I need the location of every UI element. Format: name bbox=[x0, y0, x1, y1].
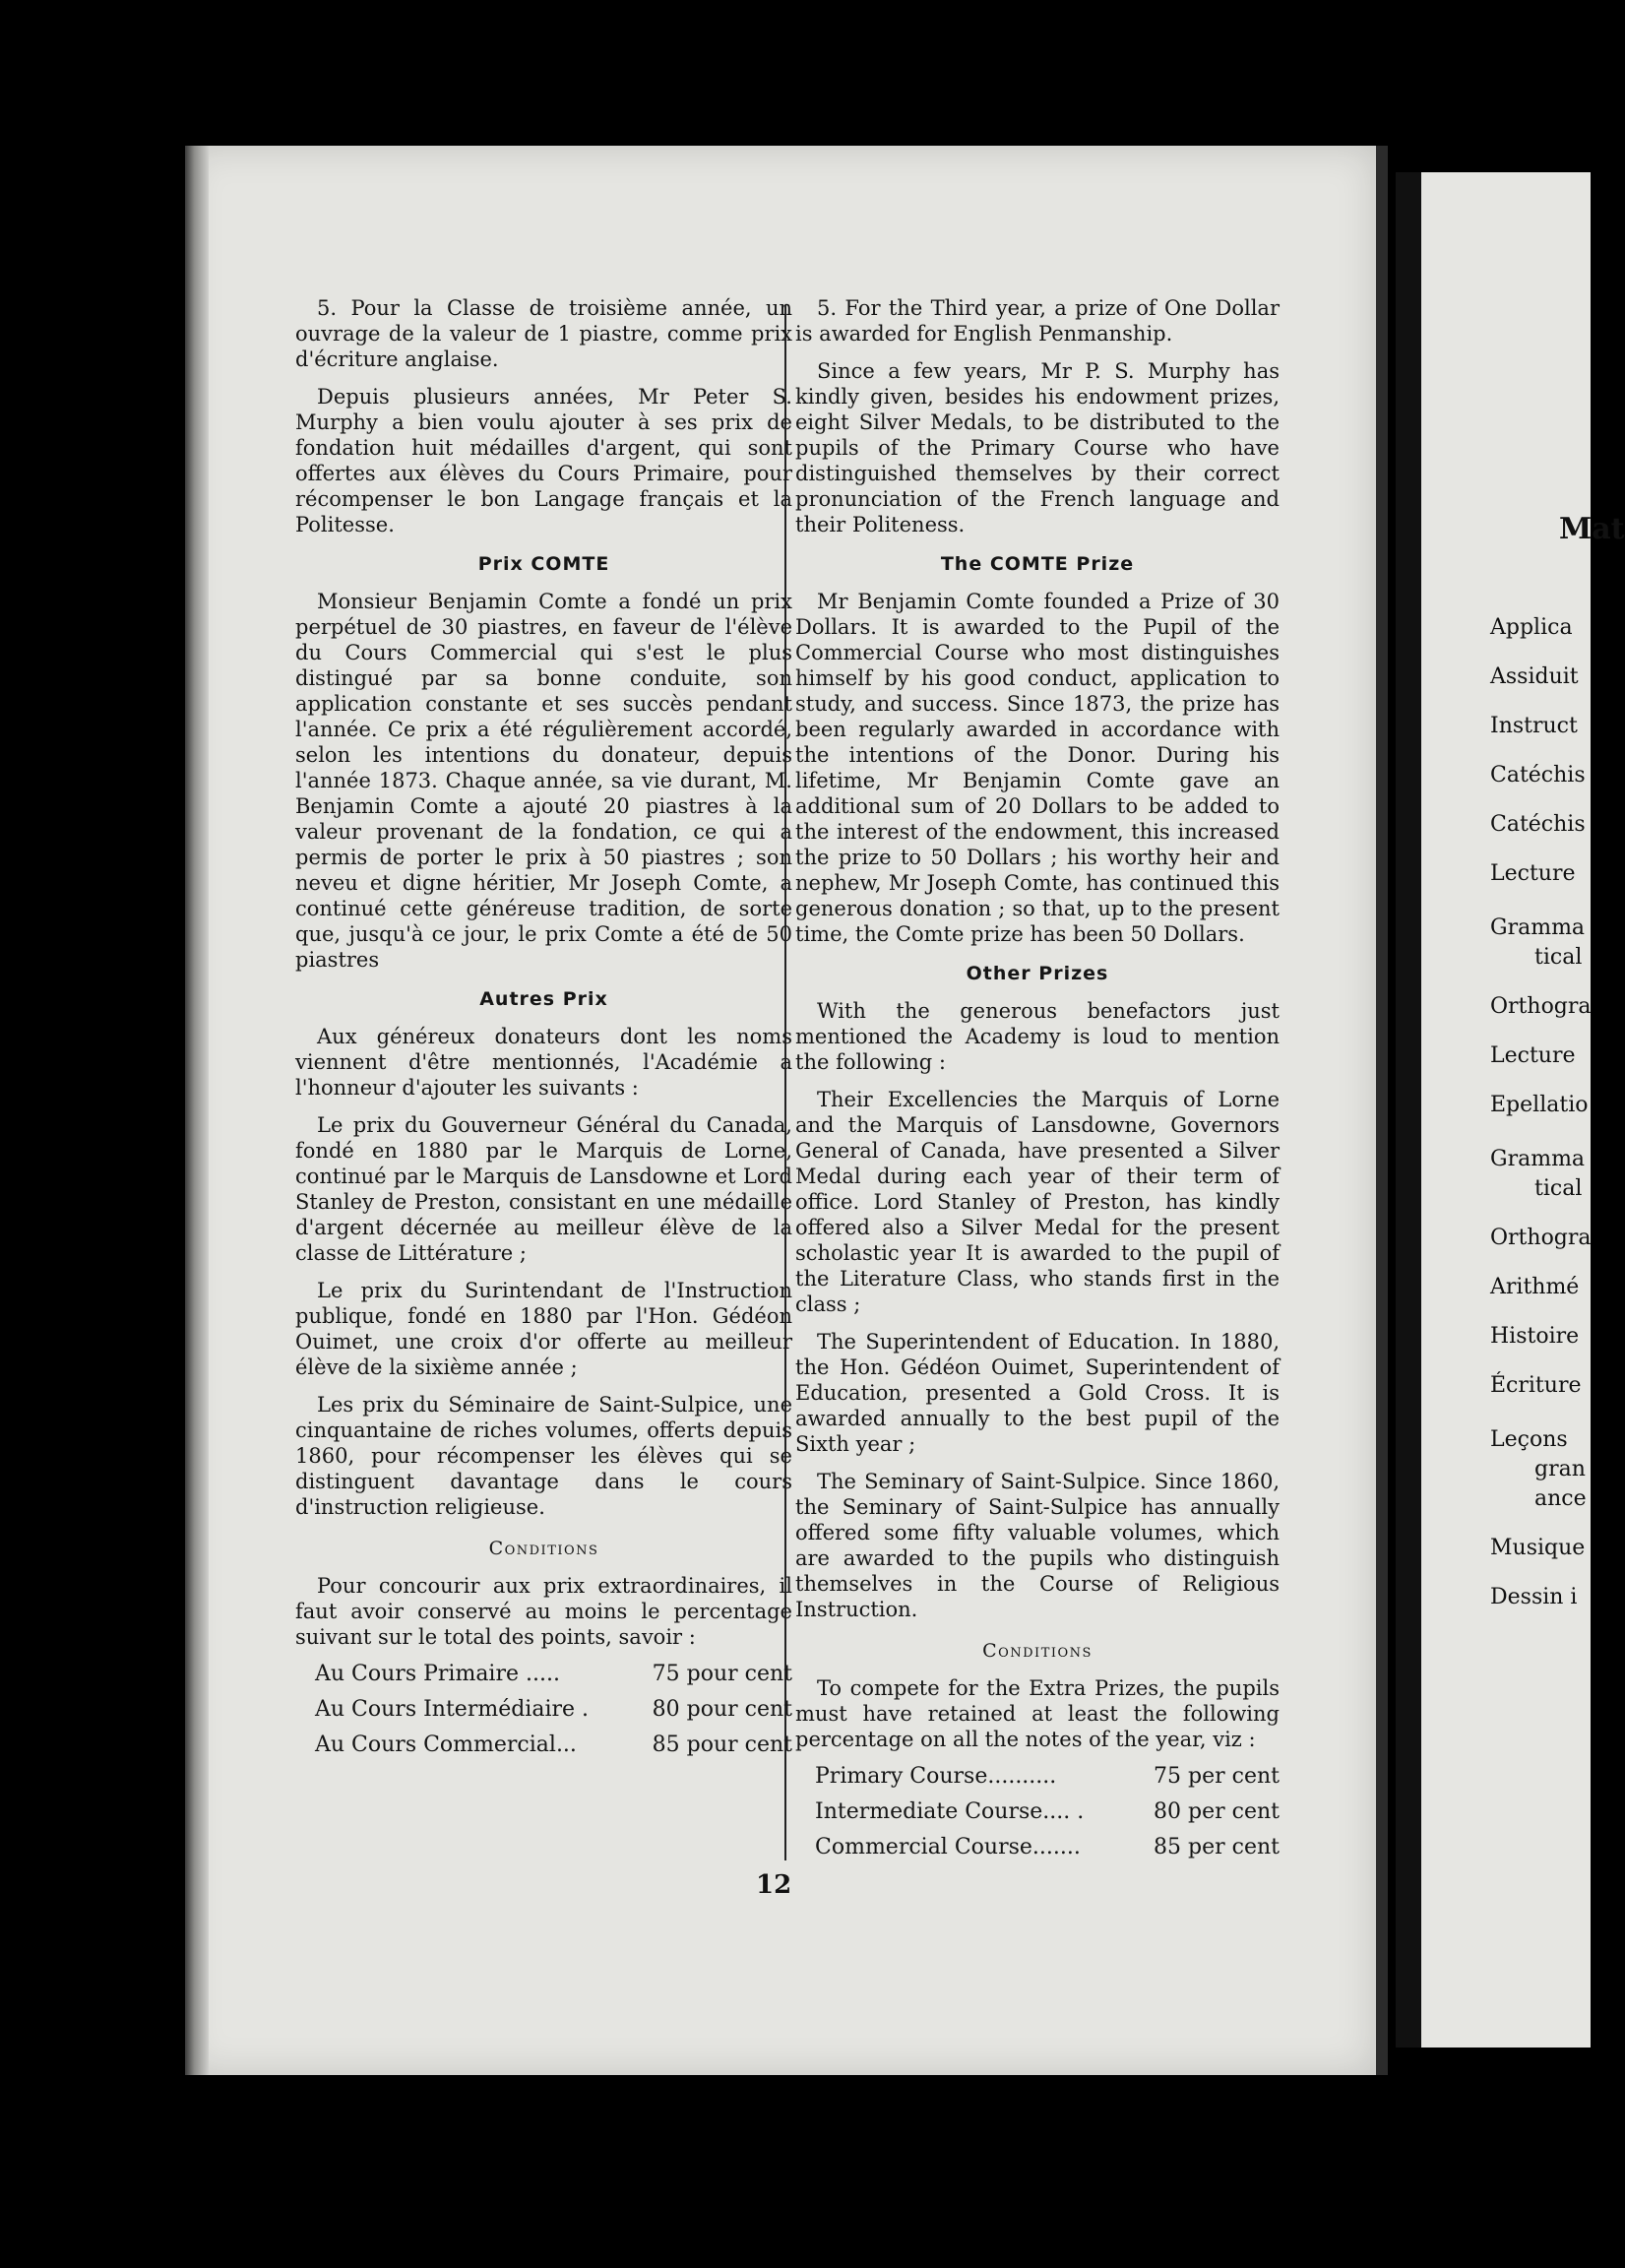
paragraph: The Superintendent of Education. In 1880, the Hon. Gédéon Ouimet, Superintendent of Education, presented a Gold Cross. It is awarded annually to the best pupil of the Sixth year ; bbox=[795, 1330, 1280, 1456]
right-page-item: Lecture bbox=[1490, 861, 1576, 886]
right-page-item: Gramma bbox=[1490, 1147, 1586, 1171]
percentage-row bbox=[815, 1764, 1280, 1790]
english-column bbox=[795, 295, 1280, 1870]
paragraph: Les prix du Séminaire de Saint-Sulpice, une cinquantaine de riches volumes, offerts depuis 1860, pour récompenser les élèves qui se distinguent davantage dans le cours d'instruction religieuse. bbox=[295, 1393, 792, 1519]
right-page-item: Applica bbox=[1490, 615, 1573, 640]
section-heading-comte: Prix COMTE bbox=[477, 553, 610, 575]
right-page-item: Leçons bbox=[1490, 1427, 1568, 1452]
paragraph: Since a few years, Mr P. S. Murphy has kindly given, besides his endowment prizes, eight Silver Medals, to be distributed to the pupils of the Primary Course who have distinguished themselves by their correct pronunciation of the French language and their Politeness. bbox=[795, 359, 1280, 536]
paragraph: Depuis plusieurs années, Mr Peter S. Murphy a bien voulu ajouter à ses prix de fondation huit médailles d'argent, qui sont offertes aux élèves du Cours Primaire, pour récompenser le bon Langage français et la Politesse. bbox=[295, 385, 792, 536]
paragraph: Aux généreux donateurs dont les noms viennent d'être mentionnés, l'Académie a l'honneur d'ajouter les suivants : bbox=[295, 1025, 792, 1100]
right-page-item: Orthogra bbox=[1490, 994, 1592, 1019]
right-page-item: Lecture bbox=[1490, 1043, 1576, 1068]
right-page-item: Musique bbox=[1490, 1536, 1586, 1560]
percentage-row bbox=[815, 1835, 1280, 1860]
right-page-item: Dessin i bbox=[1490, 1585, 1578, 1609]
right-page-item: tical bbox=[1534, 945, 1583, 970]
right-page-fragment bbox=[1421, 172, 1625, 2048]
right-page-item: Écriture bbox=[1490, 1373, 1582, 1398]
paragraph: Monsieur Benjamin Comte a fondé un prix perpétuel de 30 piastres, en faveur de l'élève du Cours Commercial qui s'est le plus distingué par sa bonne conduite, son application constante et ses succès pendant l'année. Ce prix a été régulièrement accordé, selon les intentions du donateur, depuis l'année 1873. Chaque année, sa vie durant, M. Benjamin Comte a ajouté 20 piastres à la valeur provenant de la fondation, ce qui a permis de porter le prix à 50 piastres ; son neveu et digne héritier, Mr Joseph Comte, a continué cette généreuse tradition, de sorte que, jusqu'à ce jour, le prix Comte a été de 50 piastres bbox=[295, 590, 792, 972]
right-page-item: Instruct bbox=[1490, 714, 1578, 738]
percentage-course: Primary Course.......... bbox=[815, 1764, 1057, 1789]
right-page-item: Catéchis bbox=[1490, 812, 1586, 837]
percentage-row bbox=[315, 1732, 792, 1758]
percentage-course: Au Cours Primaire ..... bbox=[315, 1662, 560, 1686]
percentage-course: Intermediate Course.... . bbox=[815, 1799, 1085, 1824]
right-page-item: Orthogra bbox=[1490, 1226, 1592, 1250]
percentage-value: 75 pour cent bbox=[652, 1662, 792, 1686]
right-page-item: Epellatio bbox=[1490, 1093, 1589, 1117]
percentage-value: 80 per cent bbox=[1154, 1799, 1280, 1824]
right-page-item: Gramma bbox=[1490, 915, 1586, 940]
right-page-item: Arithmé bbox=[1490, 1275, 1580, 1299]
french-column bbox=[295, 295, 792, 1768]
section-heading-comte: The COMTE Prize bbox=[940, 553, 1135, 575]
page-number: 12 bbox=[756, 1870, 792, 1900]
right-page-item: tical bbox=[1534, 1176, 1583, 1201]
paragraph: 5. Pour la Classe de troisième année, un ouvrage de la valeur de 1 piastre, comme prix d'écriture anglaise. bbox=[295, 296, 792, 371]
percentage-value: 85 pour cent bbox=[652, 1732, 792, 1757]
paragraph: With the generous benefactors just mentioned the Academy is loud to mention the following : bbox=[795, 999, 1280, 1074]
percentage-value: 85 per cent bbox=[1154, 1835, 1280, 1859]
right-page-item: gran bbox=[1534, 1457, 1586, 1481]
section-heading-conditions: Conditions bbox=[488, 1538, 599, 1559]
section-heading-autres: Autres Prix bbox=[479, 988, 608, 1010]
paragraph: Le prix du Surintendant de l'Instruction publique, fondé en 1880 par l'Hon. Gédéon Ouimet, une croix d'or offerte au meilleur élève de la sixième année ; bbox=[295, 1279, 792, 1379]
percentage-course: Au Cours Intermédiaire . bbox=[315, 1697, 590, 1722]
paragraph: Their Excellencies the Marquis of Lorne and the Marquis of Lansdowne, Governors General of Canada, have presented a Silver Medal during each year of their term of office. Lord Stanley of Preston, has kindly offered also a Silver Medal for the present scholastic year It is awarded to the pupil of the Literature Class, who stands first in the class ; bbox=[795, 1088, 1280, 1316]
paragraph: The Seminary of Saint-Sulpice. Since 1860, the Seminary of Saint-Sulpice has annually offered some fifty valuable volumes, which are awarded to the pupils who distinguish themselves in the Course of Religious Instruction. bbox=[795, 1470, 1280, 1621]
right-page-item: ance bbox=[1534, 1486, 1587, 1511]
page-gutter bbox=[1376, 146, 1388, 2075]
paragraph: Pour concourir aux prix extraordinaires, il faut avoir conservé au moins le percentage suivant sur le total des points, savoir : bbox=[295, 1574, 792, 1649]
right-page-item: Catéchis bbox=[1490, 763, 1586, 788]
right-page-heading: Mat bbox=[1559, 512, 1625, 546]
paragraph: Mr Benjamin Comte founded a Prize of 30 Dollars. It is awarded to the Pupil of the Commercial Course who most distinguishes himself by his good conduct, application to study, and success. Since 1873, the prize has been regularly awarded in accordance with the intentions of the Donor. During his lifetime, Mr Benjamin Comte gave an additional sum of 20 Dollars to be added to the interest of the endowment, this increased the prize to 50 Dollars ; his worthy heir and nephew, Mr Joseph Comte, has continued this generous donation ; so that, up to the present time, the Comte prize has been 50 Dollars. bbox=[795, 590, 1280, 946]
paragraph: Le prix du Gouverneur Général du Canada, fondé en 1880 par le Marquis de Lorne, continué par le Marquis de Lansdowne et Lord Stanley de Preston, consistant en une médaille d'argent décernée au meilleur élève de la classe de Littérature ; bbox=[295, 1113, 792, 1265]
paragraph: To compete for the Extra Prizes, the pupils must have retained at least the following percentage on all the notes of the year, viz : bbox=[795, 1676, 1280, 1751]
percentage-row bbox=[315, 1697, 792, 1723]
section-heading-conditions: Conditions bbox=[982, 1640, 1093, 1662]
percentage-row bbox=[315, 1662, 792, 1687]
paragraph: 5. For the Third year, a prize of One Dollar is awarded for English Penmanship. bbox=[795, 296, 1280, 346]
section-heading-other: Other Prizes bbox=[966, 963, 1109, 984]
percentage-course: Au Cours Commercial... bbox=[315, 1732, 577, 1757]
right-page-item: Histoire bbox=[1490, 1324, 1580, 1349]
percentage-course: Commercial Course....... bbox=[815, 1835, 1081, 1859]
page-gutter-dark bbox=[1396, 172, 1421, 2048]
percentage-value: 75 per cent bbox=[1154, 1764, 1280, 1789]
book-spine bbox=[185, 146, 209, 2075]
right-page-item: Assiduit bbox=[1490, 664, 1579, 689]
percentage-value: 80 pour cent bbox=[652, 1697, 792, 1722]
percentage-row bbox=[815, 1799, 1280, 1825]
